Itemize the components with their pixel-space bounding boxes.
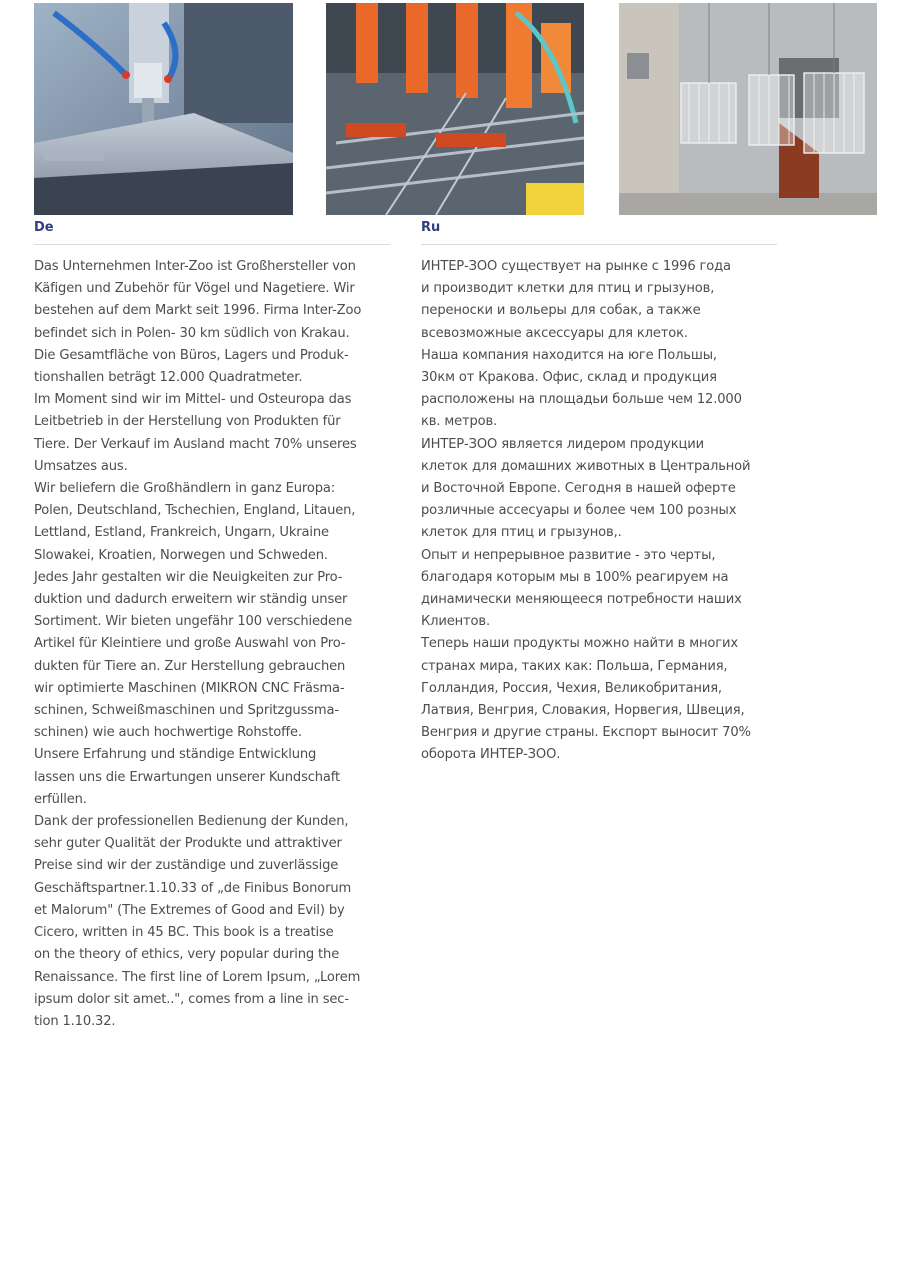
text-line: кв. метров. <box>421 414 498 430</box>
text-line: tionshallen beträgt 12.000 Quadratmeter. <box>34 370 303 386</box>
text-line: Wir beliefern die Großhändlern in ganz Europa: <box>34 481 336 497</box>
text-line: schinen, Schweißmaschinen und Spritzgussma- <box>34 703 339 719</box>
text-line: wir optimierte Maschinen (MIKRON CNC Fräsma- <box>34 680 345 696</box>
text-line: оборота ИНТЕР-ЗОО. <box>421 747 561 763</box>
text-line: переноски и вольеры для собак, а также <box>421 303 701 319</box>
text-line: и производит клетки для птиц и грызунов, <box>421 281 715 297</box>
text-line: Dank der professionellen Bedienung der Kunden, <box>34 814 349 830</box>
text-line: Наша компания находится на юге Польшы, <box>421 347 717 363</box>
text-line: Renaissance. The first line of Lorem Ipsum, „Lorem <box>34 969 361 985</box>
text-line: Jedes Jahr gestalten wir die Neuigkeiten zur Pro- <box>34 569 343 585</box>
text-line: и Восточной Европе. Сегодня в нашей оферте <box>421 481 736 497</box>
text-line: Artikel für Kleintiere und große Auswahl von Pro- <box>34 636 346 652</box>
text-line: Geschäftspartner.1.10.33 of „de Finibus Bonorum <box>34 880 352 896</box>
text-line: Polen, Deutschland, Tschechien, England, Litauen, <box>34 503 356 519</box>
text-line: клеток для птиц и грызунов,. <box>421 525 622 541</box>
text-line: tion 1.10.32. <box>34 1013 116 1029</box>
text-line: Slowakei, Kroatien, Norwegen und Schweden. <box>34 547 328 563</box>
text-line: всевозможные аксессуары для клеток. <box>421 325 688 341</box>
text-line: Sortiment. Wir bieten ungefähr 100 verschiedene <box>34 614 353 630</box>
cnc-milling-machine-photo <box>34 3 293 215</box>
text-line: erfüllen. <box>34 791 87 807</box>
text-line: ИНТЕР-ЗОО является лидером продукции <box>421 436 704 452</box>
text-line: Käfigen und Zubehör für Vögel und Nagetiere. Wir <box>34 281 355 297</box>
text-line: schinen) wie auch hochwertige Rohstoffe. <box>34 725 302 741</box>
text-line: et Malorum" (The Extremes of Good and Evil) by <box>34 902 345 918</box>
text-line: клеток для домашних животных в Центральной <box>421 458 751 474</box>
welding-machine-photo <box>326 3 584 215</box>
german-text-column <box>34 256 394 1033</box>
text-line: ipsum dolor sit amet..", comes from a line in sec- <box>34 991 349 1007</box>
text-line: Опыт и непрерывное развитие - это черты, <box>421 547 716 563</box>
russian-divider <box>421 244 777 245</box>
text-line: расположены на площадьи больше чем 12.000 <box>421 392 742 408</box>
text-line: bestehen auf dem Markt seit 1996. Firma Inter-Zoo <box>34 303 362 319</box>
text-line: Tiere. Der Verkauf im Ausland macht 70% unseres <box>34 436 357 452</box>
text-line: Unsere Erfahrung und ständige Entwicklung <box>34 747 317 763</box>
text-line: duktion und dadurch erweitern wir ständig unser <box>34 592 348 608</box>
text-line: dukten für Tiere an. Zur Herstellung gebrauchen <box>34 658 346 674</box>
text-line: sehr guter Qualität der Produkte und attraktiver <box>34 836 342 852</box>
text-line: lassen uns die Erwartungen unserer Kundschaft <box>34 769 341 785</box>
text-line: Cicero, written in 45 BC. This book is a treatise <box>34 925 334 941</box>
text-line: Umsatzes aus. <box>34 458 128 474</box>
text-line: розличные ассесуары и более чем 100 розных <box>421 503 737 519</box>
text-line: Preise sind wir der zuständige und zuverlässige <box>34 858 339 874</box>
german-divider <box>34 244 390 245</box>
text-line: befindet sich in Polen- 30 km südlich von Krakau. <box>34 325 350 341</box>
text-line: Теперь наши продукты можно найти в многих <box>421 636 738 652</box>
text-line: Клиентов. <box>421 614 490 630</box>
finished-wire-cages-photo <box>619 3 877 215</box>
text-line: Im Moment sind wir im Mittel- und Osteuropa das <box>34 392 352 408</box>
text-line: странах мира, таких как: Польша, Германия, <box>421 658 728 674</box>
russian-text-column <box>421 256 781 767</box>
text-line: Голландия, Россия, Чехия, Великобритания, <box>421 680 722 696</box>
text-line: Die Gesamtfläche von Büros, Lagers und Produk- <box>34 347 349 363</box>
text-line: Leitbetrieb in der Herstellung von Produkten für <box>34 414 341 430</box>
text-line: ИНТЕР-ЗОО существует на рынке с 1996 года <box>421 259 731 274</box>
text-line: благодаря которым мы в 100% реагируем на <box>421 569 729 585</box>
text-line: on the theory of ethics, very popular during the <box>34 947 340 963</box>
text-line: Латвия, Венгрия, Словакия, Норвегия, Швеция, <box>421 703 745 719</box>
text-line: 30км от Кракова. Офис, склад и продукция <box>421 370 717 386</box>
text-line: Венгрия и другие страны. Експорт выносит 70% <box>421 725 751 741</box>
text-line: Das Unternehmen Inter-Zoo ist Großhersteller von <box>34 259 356 274</box>
text-line: Lettland, Estland, Frankreich, Ungarn, Ukraine <box>34 525 329 541</box>
russian-heading: Ru <box>421 220 441 235</box>
text-line: динамически меняющееся потребности наших <box>421 592 742 608</box>
german-heading: De <box>34 220 54 235</box>
